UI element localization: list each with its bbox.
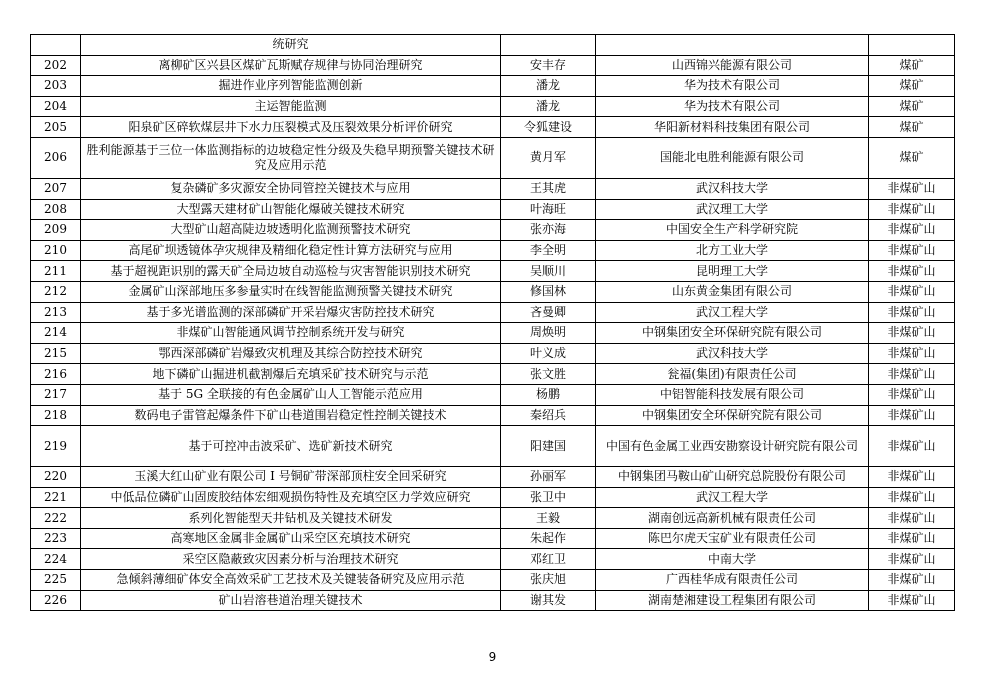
cell-title: 掘进作业序列智能监测创新 <box>81 76 501 97</box>
cell-person: 叶海旺 <box>501 199 596 220</box>
cell-person: 秦绍兵 <box>501 405 596 426</box>
cell-org: 武汉科技大学 <box>596 343 869 364</box>
table-row <box>31 364 955 385</box>
cell-org: 华为技术有限公司 <box>596 96 869 117</box>
cell-no: 210 <box>31 240 81 261</box>
cell-person: 张亦海 <box>501 220 596 241</box>
cell-no: 206 <box>31 137 81 178</box>
cell-org: 湖南创远高新机械有限责任公司 <box>596 508 869 529</box>
cell-org: 中钢集团安全环保研究院有限公司 <box>596 405 869 426</box>
cell-no: 220 <box>31 467 81 488</box>
cell-person: 叶义成 <box>501 343 596 364</box>
cell-title: 中低品位磷矿山固废胶结体宏细观损伤特性及充填空区力学效应研究 <box>81 487 501 508</box>
cell-title: 离柳矿区兴县区煤矿瓦斯赋存规律与协同治理研究 <box>81 55 501 76</box>
cell-category: 非煤矿山 <box>869 302 955 323</box>
cell-title: 系列化智能型天井钻机及关键技术研发 <box>81 508 501 529</box>
cell-person: 孙丽军 <box>501 467 596 488</box>
cell-category <box>869 35 955 56</box>
cell-org: 中铝智能科技发展有限公司 <box>596 384 869 405</box>
cell-category: 非煤矿山 <box>869 364 955 385</box>
cell-org: 广西桂华成有限责任公司 <box>596 570 869 591</box>
cell-no: 218 <box>31 405 81 426</box>
table-row <box>31 199 955 220</box>
cell-person: 张庆旭 <box>501 570 596 591</box>
cell-no: 223 <box>31 528 81 549</box>
cell-person: 张文胜 <box>501 364 596 385</box>
cell-category: 非煤矿山 <box>869 281 955 302</box>
projects-table <box>30 34 955 611</box>
cell-title: 基于多光谱监测的深部磷矿开采岩爆灾害防控技术研究 <box>81 302 501 323</box>
cell-org: 华为技术有限公司 <box>596 76 869 97</box>
cell-org: 中国有色金属工业西安勘察设计研究院有限公司 <box>596 426 869 467</box>
table-row <box>31 426 955 467</box>
cell-no: 221 <box>31 487 81 508</box>
cell-title: 大型矿山超高陡边坡透明化监测预警技术研究 <box>81 220 501 241</box>
cell-title: 大型露天建材矿山智能化爆破关键技术研究 <box>81 199 501 220</box>
cell-title: 高尾矿坝透镜体孕灾规律及精细化稳定性计算方法研究与应用 <box>81 240 501 261</box>
cell-org: 华阳新材料科技集团有限公司 <box>596 117 869 138</box>
cell-category: 非煤矿山 <box>869 487 955 508</box>
cell-person: 修国林 <box>501 281 596 302</box>
cell-no: 205 <box>31 117 81 138</box>
cell-category: 非煤矿山 <box>869 199 955 220</box>
table-row <box>31 384 955 405</box>
table-row <box>31 55 955 76</box>
cell-org: 北方工业大学 <box>596 240 869 261</box>
cell-org: 瓮福(集团)有限责任公司 <box>596 364 869 385</box>
cell-no: 216 <box>31 364 81 385</box>
table-row <box>31 590 955 611</box>
cell-no: 225 <box>31 570 81 591</box>
cell-org: 中南大学 <box>596 549 869 570</box>
cell-person: 安丰存 <box>501 55 596 76</box>
cell-org: 武汉科技大学 <box>596 178 869 199</box>
cell-person: 吴顺川 <box>501 261 596 282</box>
cell-category: 非煤矿山 <box>869 323 955 344</box>
cell-no: 213 <box>31 302 81 323</box>
cell-person: 令狐建设 <box>501 117 596 138</box>
page-number: 9 <box>488 650 497 664</box>
cell-no: 219 <box>31 426 81 467</box>
cell-category: 煤矿 <box>869 55 955 76</box>
table-row <box>31 302 955 323</box>
cell-person: 周焕明 <box>501 323 596 344</box>
cell-category: 非煤矿山 <box>869 220 955 241</box>
table-row <box>31 96 955 117</box>
cell-person <box>501 35 596 56</box>
table-row-continuation <box>31 35 955 56</box>
cell-category: 非煤矿山 <box>869 590 955 611</box>
cell-title: 非煤矿山智能通风调节控制系统开发与研究 <box>81 323 501 344</box>
table-row <box>31 76 955 97</box>
cell-category: 非煤矿山 <box>869 261 955 282</box>
cell-org: 武汉工程大学 <box>596 487 869 508</box>
cell-org: 山西锦兴能源有限公司 <box>596 55 869 76</box>
cell-category: 煤矿 <box>869 76 955 97</box>
table-row <box>31 323 955 344</box>
cell-title: 鄂西深部磷矿岩爆致灾机理及其综合防控技术研究 <box>81 343 501 364</box>
cell-no: 211 <box>31 261 81 282</box>
table-row <box>31 467 955 488</box>
cell-org: 中钢集团马鞍山矿山研究总院股份有限公司 <box>596 467 869 488</box>
cell-title: 基于 5G 全联接的有色金属矿山人工智能示范应用 <box>81 384 501 405</box>
cell-person: 邓红卫 <box>501 549 596 570</box>
cell-title: 高寒地区金属非金属矿山采空区充填技术研究 <box>81 528 501 549</box>
cell-title: 复杂磷矿多灾源安全协同管控关键技术与应用 <box>81 178 501 199</box>
cell-title: 急倾斜薄细矿体安全高效采矿工艺技术及关键装备研究及应用示范 <box>81 570 501 591</box>
cell-org <box>596 35 869 56</box>
cell-org: 昆明理工大学 <box>596 261 869 282</box>
cell-category: 煤矿 <box>869 96 955 117</box>
cell-org: 中国安全生产科学研究院 <box>596 220 869 241</box>
table-row <box>31 261 955 282</box>
cell-title: 金属矿山深部地压多参量实时在线智能监测预警关键技术研究 <box>81 281 501 302</box>
cell-category: 煤矿 <box>869 137 955 178</box>
cell-category: 非煤矿山 <box>869 384 955 405</box>
table-row <box>31 281 955 302</box>
cell-title: 主运智能监测 <box>81 96 501 117</box>
cell-no: 207 <box>31 178 81 199</box>
cell-no: 215 <box>31 343 81 364</box>
cell-no: 224 <box>31 549 81 570</box>
cell-org: 国能北电胜利能源有限公司 <box>596 137 869 178</box>
cell-category: 非煤矿山 <box>869 240 955 261</box>
table-row <box>31 240 955 261</box>
cell-title: 阳泉矿区碎软煤层井下水力压裂模式及压裂效果分析评价研究 <box>81 117 501 138</box>
cell-person: 潘龙 <box>501 96 596 117</box>
cell-person: 李全明 <box>501 240 596 261</box>
projects-table-body <box>31 35 955 611</box>
cell-title: 矿山岩溶巷道治理关键技术 <box>81 590 501 611</box>
table-row <box>31 528 955 549</box>
cell-category: 非煤矿山 <box>869 549 955 570</box>
cell-category: 煤矿 <box>869 117 955 138</box>
cell-no: 214 <box>31 323 81 344</box>
cell-person: 潘龙 <box>501 76 596 97</box>
cell-no <box>31 35 81 56</box>
cell-org: 湖南楚湘建设工程集团有限公司 <box>596 590 869 611</box>
cell-no: 204 <box>31 96 81 117</box>
cell-category: 非煤矿山 <box>869 426 955 467</box>
cell-org: 山东黄金集团有限公司 <box>596 281 869 302</box>
cell-no: 222 <box>31 508 81 529</box>
cell-person: 吝曼卿 <box>501 302 596 323</box>
cell-title: 基于超视距识别的露天矿全局边坡自动巡检与灾害智能识别技术研究 <box>81 261 501 282</box>
cell-title: 基于可控冲击波采矿、选矿新技术研究 <box>81 426 501 467</box>
cell-org: 陈巴尔虎天宝矿业有限责任公司 <box>596 528 869 549</box>
cell-no: 212 <box>31 281 81 302</box>
cell-title: 玉溪大红山矿业有限公司 I 号铜矿带深部顶柱安全回采研究 <box>81 467 501 488</box>
table-row <box>31 137 955 178</box>
cell-person: 王毅 <box>501 508 596 529</box>
cell-no: 226 <box>31 590 81 611</box>
table-row <box>31 117 955 138</box>
cell-title: 数码电子雷管起爆条件下矿山巷道围岩稳定性控制关键技术 <box>81 405 501 426</box>
cell-title: 统研究 <box>81 35 501 56</box>
cell-no: 202 <box>31 55 81 76</box>
cell-person: 王其虎 <box>501 178 596 199</box>
cell-category: 非煤矿山 <box>869 178 955 199</box>
cell-category: 非煤矿山 <box>869 508 955 529</box>
cell-person: 朱起作 <box>501 528 596 549</box>
cell-person: 杨鹏 <box>501 384 596 405</box>
table-row <box>31 508 955 529</box>
cell-category: 非煤矿山 <box>869 467 955 488</box>
cell-person: 阳建国 <box>501 426 596 467</box>
cell-title: 采空区隐蔽致灾因素分析与治理技术研究 <box>81 549 501 570</box>
table-row <box>31 549 955 570</box>
cell-org: 中钢集团安全环保研究院有限公司 <box>596 323 869 344</box>
table-row <box>31 570 955 591</box>
cell-no: 217 <box>31 384 81 405</box>
table-row <box>31 220 955 241</box>
cell-title: 地下磷矿山掘进机截割爆后充填采矿技术研究与示范 <box>81 364 501 385</box>
cell-org: 武汉理工大学 <box>596 199 869 220</box>
table-row <box>31 405 955 426</box>
cell-category: 非煤矿山 <box>869 570 955 591</box>
cell-person: 黄月军 <box>501 137 596 178</box>
cell-no: 203 <box>31 76 81 97</box>
cell-org: 武汉工程大学 <box>596 302 869 323</box>
cell-category: 非煤矿山 <box>869 405 955 426</box>
table-row <box>31 178 955 199</box>
cell-category: 非煤矿山 <box>869 528 955 549</box>
table-row <box>31 487 955 508</box>
table-row <box>31 343 955 364</box>
cell-no: 209 <box>31 220 81 241</box>
cell-category: 非煤矿山 <box>869 343 955 364</box>
cell-person: 谢其发 <box>501 590 596 611</box>
cell-no: 208 <box>31 199 81 220</box>
cell-person: 张卫中 <box>501 487 596 508</box>
cell-title: 胜利能源基于三位一体监测指标的边坡稳定性分级及失稳早期预警关键技术研究及应用示范 <box>81 137 501 178</box>
